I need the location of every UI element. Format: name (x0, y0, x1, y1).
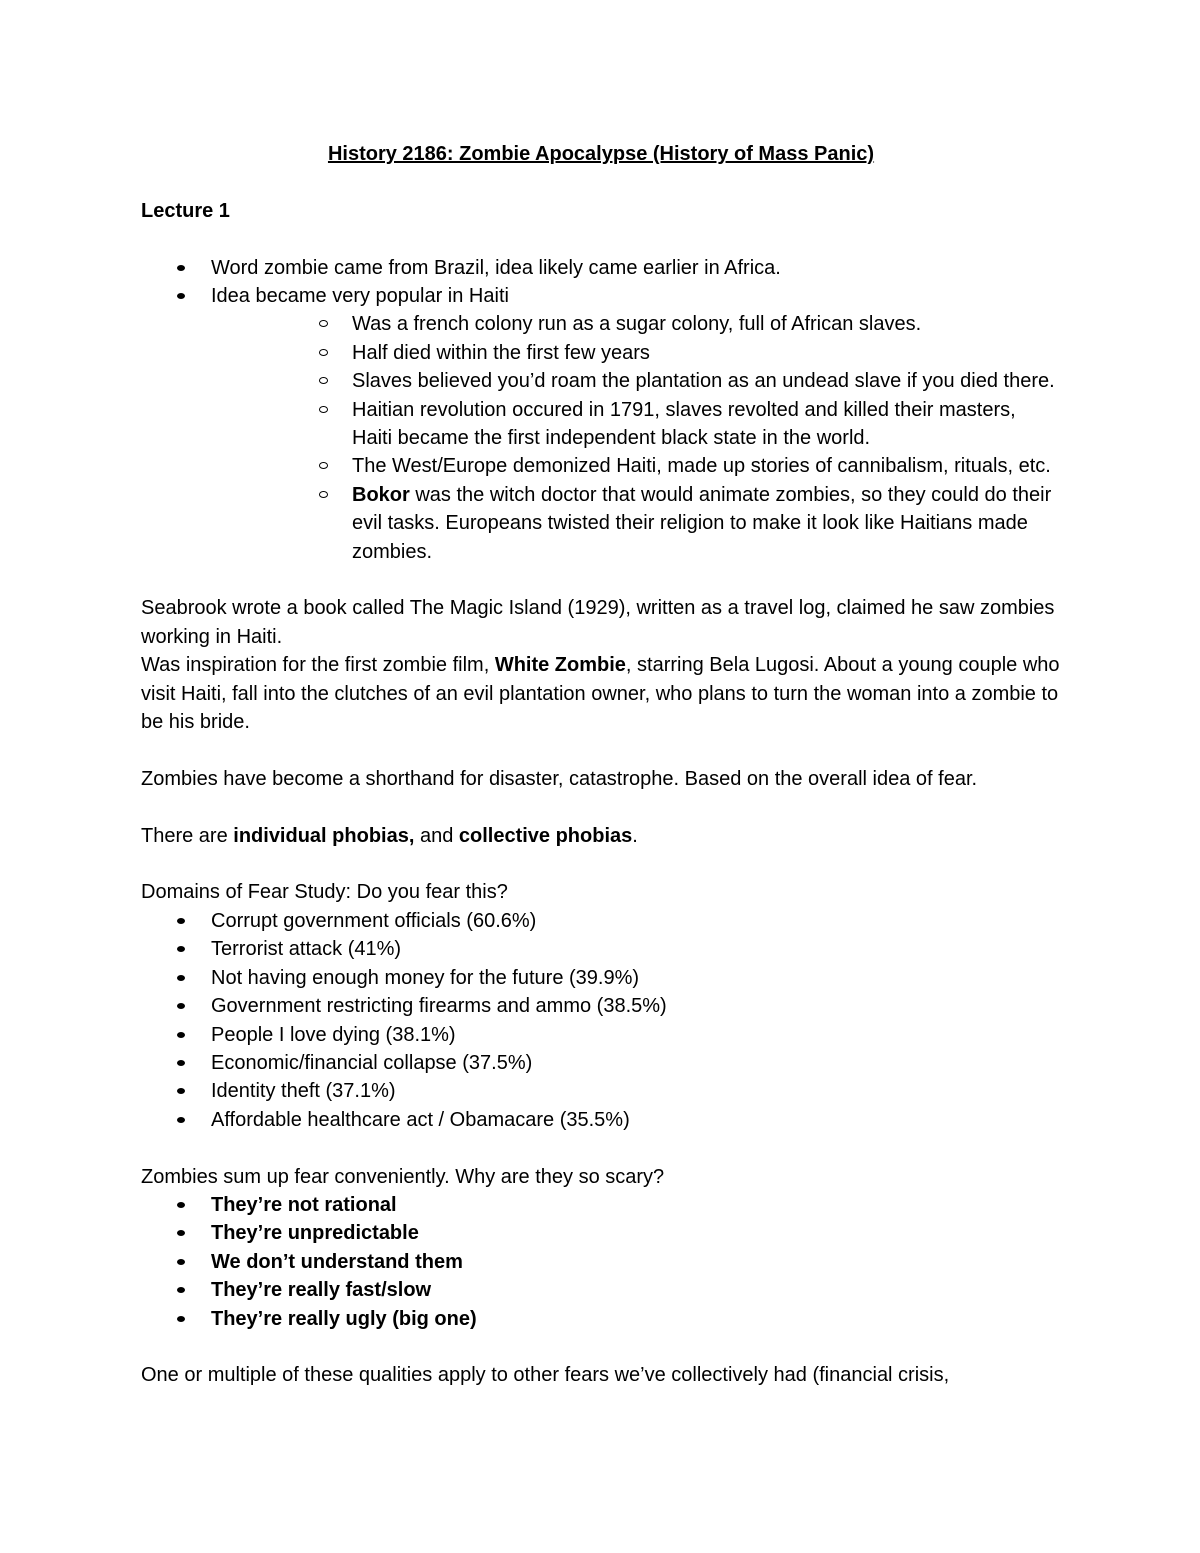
list-item-text: Idea became very popular in Haiti (211, 285, 509, 307)
phobias-text: . (632, 824, 638, 847)
phobias-paragraph (141, 822, 1061, 850)
scary-item: We don’t understand them (141, 1248, 1061, 1276)
sublist-item: Slaves believed you’d roam the plantation as an undead slave if you died there. (211, 367, 1061, 395)
fear-item: Terrorist attack (41%) (141, 935, 1061, 963)
inspiration-paragraph (141, 651, 1061, 736)
fear-item: People I love dying (38.1%) (141, 1021, 1061, 1049)
scary-item: They’re not rational (141, 1191, 1061, 1219)
sublist-item (211, 481, 1061, 566)
document-title: History 2186: Zombie Apocalypse (History of Mass Panic) (327, 143, 875, 165)
list-item: Word zombie came from Brazil, idea likely came earlier in Africa. (141, 254, 1061, 282)
fear-item: Corrupt government officials (60.6%) (141, 907, 1061, 935)
list-item (141, 282, 1061, 566)
inspiration-text: Was inspiration for the first zombie film, (141, 654, 495, 677)
bokor-term: Bokor (352, 483, 410, 506)
film-title: White Zombie (494, 654, 626, 677)
seabrook-paragraph: Seabrook wrote a book called The Magic Island (1929), written as a travel log, claimed he saw zombies working in Haiti. (141, 597, 1055, 648)
scary-list (141, 1191, 1061, 1333)
haiti-sublist (211, 310, 1061, 566)
individual-phobias: individual phobias, (233, 824, 415, 847)
sublist-item: Half died within the first few years (211, 339, 1061, 367)
closing-paragraph: One or multiple of these qualities apply to other fears we’ve collectively had (financial crisis, (141, 1364, 950, 1387)
scary-item: They’re really ugly (big one) (141, 1305, 1061, 1333)
fear-item: Affordable healthcare act / Obamacare (35.5%) (141, 1106, 1061, 1134)
phobias-text: There are (141, 824, 234, 847)
fear-item: Identity theft (37.1%) (141, 1077, 1061, 1105)
fears-list (141, 907, 1061, 1134)
shorthand-paragraph: Zombies have become a shorthand for disaster, catastrophe. Based on the overall idea of fear. (141, 767, 978, 790)
collective-phobias: collective phobias (458, 824, 633, 847)
phobias-text: and (414, 824, 459, 847)
sublist-item: Haitian revolution occured in 1791, slaves revolted and killed their masters, Haiti became the first independent black state in the world. (211, 396, 1061, 453)
fear-item: Not having enough money for the future (39.9%) (141, 964, 1061, 992)
sublist-item: Was a french colony run as a sugar colony, full of African slaves. (211, 310, 1061, 338)
domains-intro: Domains of Fear Study: Do you fear this? (141, 881, 508, 904)
document-body (141, 140, 1061, 1390)
bokor-text: was the witch doctor that would animate zombies, so they could do their evil tasks. Europeans twisted their religion to make it look like Haitians made zombies. (352, 483, 1052, 563)
sublist-item: The West/Europe demonized Haiti, made up stories of cannibalism, rituals, etc. (211, 452, 1061, 480)
lecture-heading: Lecture 1 (141, 199, 230, 222)
fear-item: Economic/financial collapse (37.5%) (141, 1049, 1061, 1077)
scary-item: They’re unpredictable (141, 1219, 1061, 1247)
inspiration-text: , starring Bela Lugosi. About a young couple who visit Haiti, fall into the clutches of an evil plantation owner, who plans to turn the woman into a zombie to be his bride. (141, 654, 1060, 734)
scary-item: They’re really fast/slow (141, 1276, 1061, 1304)
fear-item: Government restricting firearms and ammo (38.5%) (141, 992, 1061, 1020)
scary-intro: Zombies sum up fear conveniently. Why are they so scary? (141, 1165, 665, 1188)
intro-list (141, 254, 1061, 566)
